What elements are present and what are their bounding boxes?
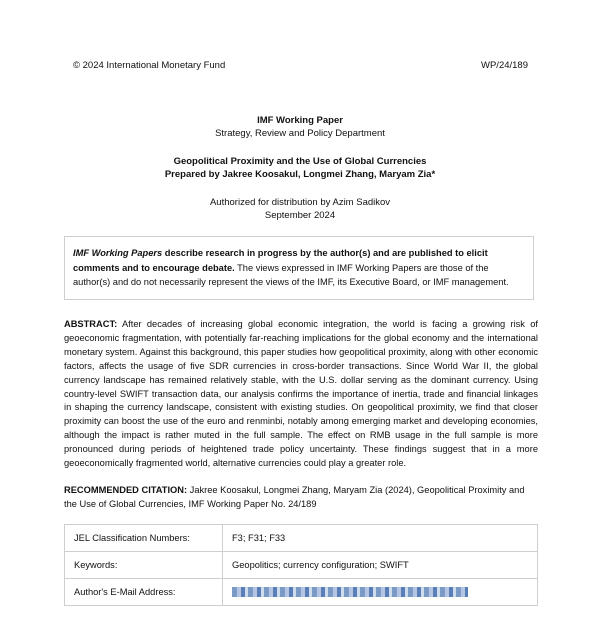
paper-info-table	[64, 524, 538, 606]
keywords-label: Keywords:	[65, 552, 223, 579]
redacted-email	[232, 587, 468, 597]
publication-date: September 2024	[264, 210, 336, 221]
disclaimer-body: The views expressed in IMF Working Papers are those of the author(s) and do not necessarily represent the views of the IMF, its Executive Board, or IMF management.	[73, 262, 509, 287]
abstract-paragraph	[64, 318, 538, 471]
table-row	[65, 525, 538, 552]
series-title: IMF Working Paper	[257, 115, 343, 126]
copyright-text: © 2024 International Monetary Fund	[73, 60, 226, 71]
paper-title: Geopolitical Proximity and the Use of Global Currencies	[173, 156, 427, 167]
citation-text: Jakree Koosakul, Longmei Zhang, Maryam Zia (2024), Geopolitical Proximity and the Use of Global Currencies, IMF Working Paper No. 24/189	[64, 485, 525, 509]
citation-label: RECOMMENDED CITATION:	[64, 485, 188, 495]
email-label: Author's E-Mail Address:	[65, 579, 223, 606]
disclaimer-box	[64, 236, 534, 300]
jel-label: JEL Classification Numbers:	[65, 525, 223, 552]
keywords-value: Geopolitics; currency configuration; SWIFT	[223, 552, 538, 579]
department-name: Strategy, Review and Policy Department	[215, 128, 385, 139]
email-value-cell	[223, 579, 538, 606]
table-row	[65, 552, 538, 579]
abstract-text: After decades of increasing global economic integration, the world is facing a growing risk of geoeconomic fragmentation, with potentially far-reaching implications for the global economy and the international monetary system. Against this background, this paper studies how geopolitical proximity, along with other economic factors, affects the usage of five SDR currencies in cross-border transactions. Since World War II, the global currency landscape has remained relatively stable, with the U.S. dollar serving as the dominant currency. Using country-level SWIFT transaction data, our analysis confirms the importance of inertia, trade and financial linkages in shaping the currency landscape, consistent with existing studies. On geopolitical proximity, we find that closer proximity can boost the use of the euro and renminbi, notably among emerging market and developing economies, although the impact is rather muted in the full sample. The effect on RMB usage in the full sample is more pronounced during periods of heightened trade policy uncertainty. These findings suggest that in a more geoeconomically fragmented world, alternative currencies could play a greater role.	[64, 319, 538, 469]
series-name-italic: IMF Working Papers	[73, 248, 163, 258]
authorization-block	[0, 196, 600, 222]
table-row	[65, 579, 538, 606]
page-header	[73, 60, 528, 71]
series-block	[0, 114, 600, 140]
authorized-by: Authorized for distribution by Azim Sadikov	[209, 197, 391, 208]
jel-value: F3; F31; F33	[223, 525, 538, 552]
citation-paragraph	[64, 484, 538, 512]
paper-number: WP/24/189	[481, 60, 528, 71]
abstract-label: ABSTRACT:	[64, 319, 118, 329]
paper-authors: Prepared by Jakree Koosakul, Longmei Zhang, Maryam Zia*	[164, 169, 436, 180]
disclaimer-lead-rest: describe research in progress by the author(s) and are published to elicit comments and to encourage debate.	[73, 248, 488, 273]
title-block	[0, 155, 600, 181]
